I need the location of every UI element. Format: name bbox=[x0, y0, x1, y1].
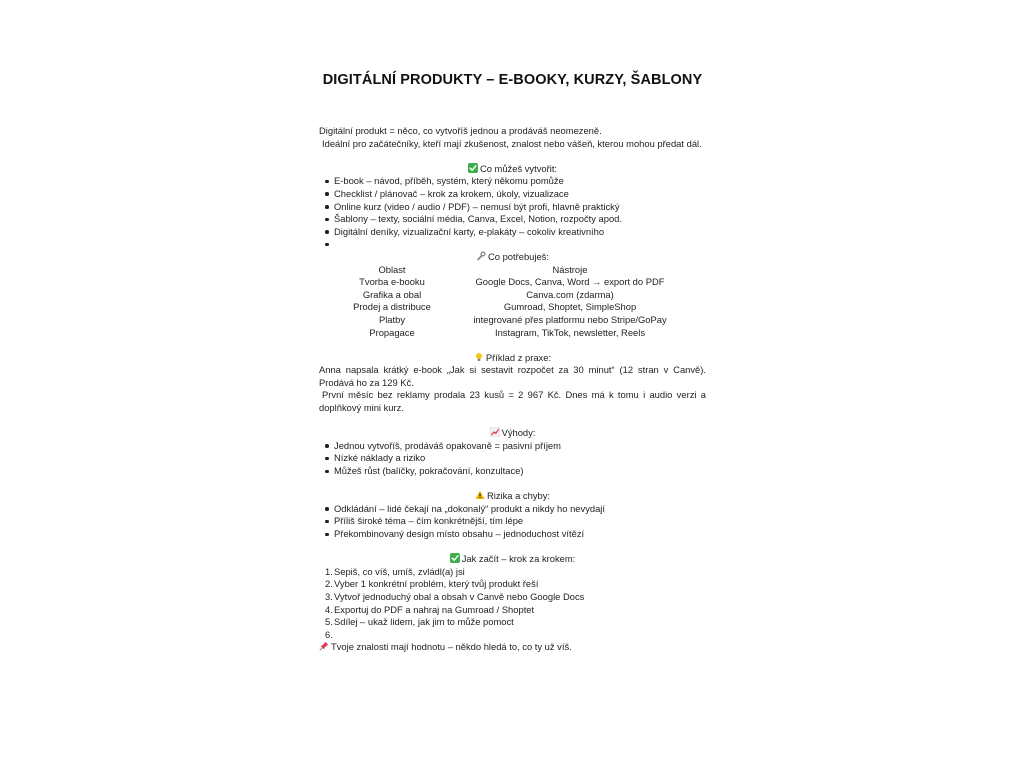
table-cell-area: Grafika a obal bbox=[362, 288, 422, 300]
step-text: Sepiš, co víš, umíš, zvládl(a) jsi bbox=[334, 565, 465, 577]
risks-heading-label: Rizika a chyby: bbox=[486, 490, 551, 502]
list-item: Příliš široké téma – čím konkrétnější, tím lépe bbox=[319, 515, 706, 528]
table-cell-tools: Gumroad, Shoptet, SimpleShop bbox=[503, 301, 637, 313]
table-row bbox=[319, 327, 706, 340]
step-text: Exportuj do PDF a nahraj na Gumroad / Shoptet bbox=[334, 603, 535, 615]
table-row bbox=[319, 289, 706, 302]
risks-heading bbox=[319, 490, 706, 503]
document-content bbox=[319, 70, 706, 654]
list-item: Můžeš růst (balíčky, pokračování, konzultace) bbox=[319, 465, 706, 478]
list-item: Překombinovaný design místo obsahu – jednoduchost vítězí bbox=[319, 528, 706, 541]
list-item: Nízké náklady a riziko bbox=[319, 452, 706, 465]
tools-table bbox=[319, 264, 706, 340]
benefits-heading-label: Výhody: bbox=[501, 427, 536, 439]
list-item: Šablony – texty, sociální média, Canva, Excel, Notion, rozpočty apod. bbox=[319, 213, 706, 226]
intro-line-1: Digitální produkt = něco, co vytvoříš jednou a prodáváš neomezeně. bbox=[319, 125, 602, 136]
steps-list bbox=[319, 566, 706, 642]
example-heading-label: Příklad z praxe: bbox=[485, 351, 552, 363]
table-row bbox=[319, 301, 706, 314]
list-item bbox=[319, 591, 706, 604]
page-title: DIGITÁLNÍ PRODUKTY – E-BOOKY, KURZY, ŠABLONY bbox=[322, 72, 703, 88]
list-item: Online kurz (video / audio / PDF) – nemusí být profi, hlavně praktický bbox=[319, 201, 706, 214]
example-paragraph-2: První měsíc bez reklamy prodala 23 kusů = 2 967 Kč. Dnes má k tomu i audio verzi a doplňkový mini kurz. bbox=[319, 389, 706, 414]
list-item: E-book – návod, příběh, systém, který někomu pomůže bbox=[319, 175, 706, 188]
table-header-row bbox=[319, 264, 706, 277]
closing-text: Tvoje znalosti mají hodnotu – někdo hledá to, co ty už víš. bbox=[331, 641, 572, 653]
table-cell-area: Tvorba e-booku bbox=[359, 276, 425, 288]
step-number: 4. bbox=[325, 603, 333, 615]
benefits-list bbox=[319, 440, 706, 478]
list-item bbox=[319, 566, 706, 579]
example-heading bbox=[319, 352, 706, 365]
list-item: Odkládání – lidé čekají na „dokonalý“ produkt a nikdy ho nevydají bbox=[319, 503, 706, 516]
step-number: 3. bbox=[325, 590, 333, 602]
table-cell-area: Platby bbox=[378, 313, 406, 325]
list-item bbox=[319, 578, 706, 591]
step-number: 5. bbox=[325, 616, 333, 628]
step-number: 2. bbox=[325, 578, 333, 590]
list-item-empty bbox=[319, 238, 706, 251]
example-paragraph-1: Anna napsala krátký e-book „Jak si sestavit rozpočet za 30 minut“ (12 stran v Canvě). Prodává ho za 129 Kč. bbox=[319, 364, 706, 388]
closing-line bbox=[319, 641, 706, 654]
wrench-icon bbox=[476, 251, 486, 261]
table-cell-tools: Canva.com (zdarma) bbox=[526, 288, 614, 300]
lightbulb-icon bbox=[474, 352, 484, 362]
step-text: Sdílej – ukaž lidem, jak jim to může pomoct bbox=[334, 616, 514, 628]
list-item bbox=[319, 616, 706, 629]
column-header-tools: Nástroje bbox=[552, 263, 588, 275]
chart-increasing-icon bbox=[490, 427, 500, 437]
steps-heading bbox=[319, 553, 706, 566]
table-cell-tools: integrované přes platformu nebo Stripe/GoPay bbox=[473, 313, 667, 325]
warning-icon bbox=[475, 490, 485, 500]
intro-line-2: Ideální pro začátečníky, kteří mají zkušenost, znalost nebo vášeň, kterou mohou předat dál. bbox=[322, 137, 702, 149]
step-text: Vyber 1 konkrétní problém, který tvůj produkt řeší bbox=[334, 578, 539, 590]
create-heading bbox=[319, 163, 706, 176]
risks-list bbox=[319, 503, 706, 541]
step-number: 1. bbox=[325, 565, 333, 577]
example-section bbox=[319, 364, 706, 414]
list-item: Jednou vytvoříš, prodáváš opakovaně = pasivní příjem bbox=[319, 440, 706, 453]
table-row bbox=[319, 314, 706, 327]
intro-section bbox=[319, 125, 706, 150]
list-item: Digitální deníky, vizualizační karty, e-plakáty – cokoliv kreativního bbox=[319, 226, 706, 239]
table-cell-area: Propagace bbox=[369, 326, 415, 338]
step-number: 6. bbox=[325, 628, 333, 640]
create-list bbox=[319, 175, 706, 251]
step-text: Vytvoř jednoduchý obal a obsah v Canvě nebo Google Docs bbox=[334, 590, 585, 602]
green-check-icon bbox=[468, 163, 478, 173]
steps-heading-label: Jak začít – krok za krokem: bbox=[461, 553, 576, 565]
list-item: Checklist / plánovač – krok za krokem, úkoly, vizualizace bbox=[319, 188, 706, 201]
list-item bbox=[319, 604, 706, 617]
pushpin-icon bbox=[319, 641, 329, 651]
table-cell-tools: Google Docs, Canva, Word → export do PDF bbox=[475, 276, 665, 288]
table-row bbox=[319, 276, 706, 289]
table-cell-tools: Instagram, TikTok, newsletter, Reels bbox=[494, 326, 646, 338]
table-cell-area: Prodej a distribuce bbox=[353, 301, 431, 313]
needs-heading bbox=[319, 251, 706, 264]
green-check-icon bbox=[450, 553, 460, 563]
list-item bbox=[319, 629, 706, 642]
create-heading-label: Co můžeš vytvořit: bbox=[479, 162, 558, 174]
needs-heading-label: Co potřebuješ: bbox=[488, 250, 549, 262]
benefits-heading bbox=[319, 427, 706, 440]
column-header-area: Oblast bbox=[378, 263, 406, 275]
